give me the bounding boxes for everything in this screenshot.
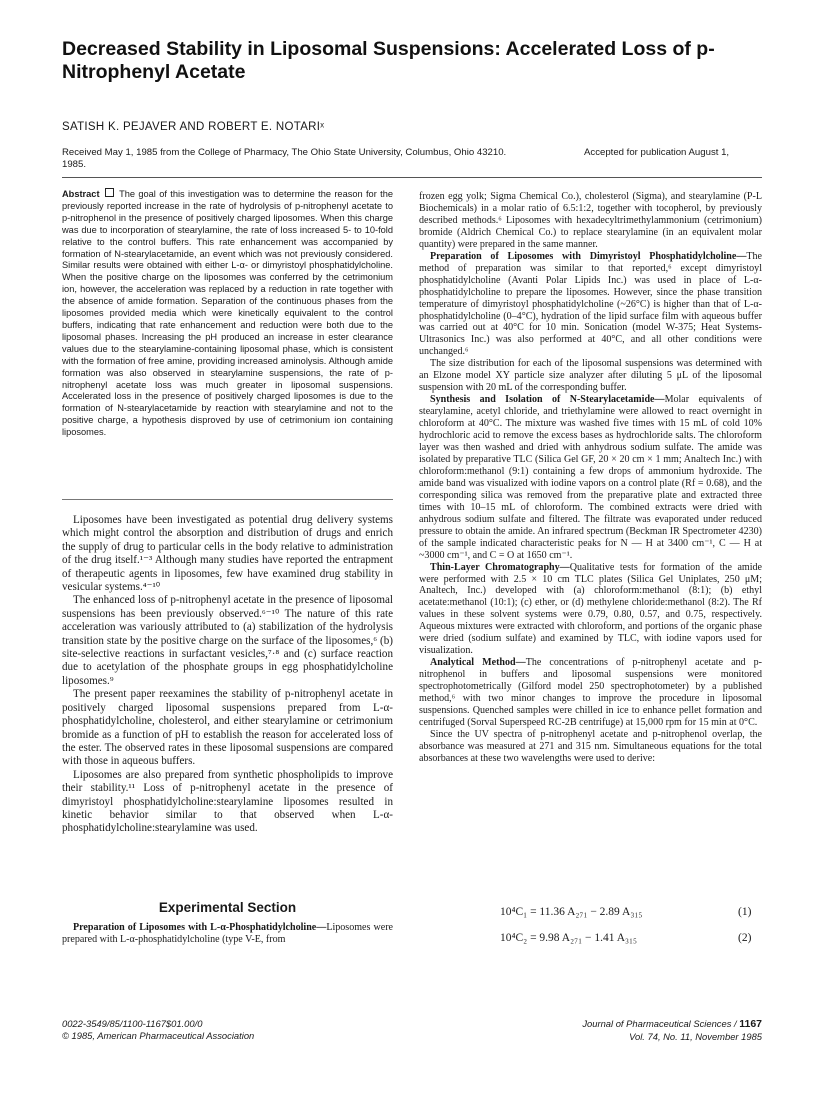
abstract-text: The goal of this investigation was to determine the reason for the previously reported increase in the rate of hydrolysis of p-nitrophenyl acetate to p-nitrophenol in the presence of positively charged liposomes. When this charge was due to incorporation of stearylamine, the rate of loss increased 5- to 10-fold relative to the control buffers. This rate enhancement was accompanied by formation of N-stearylacetamide, an event which was not previously considered. Similar results were obtained with either L-α- or dimyristoyl phosphatidylcholine. When the positive charge on the liposomes was conferred by the cetrimonium ion, however, the acceleration was replaced by a reduction in rate together with the absence of amide formation. Separation of the continuous phases from the liposomes provided media which were kinetically equivalent to the control buffers, indicating that rate enhancement and reduction were both due to the liposomal phases. Increasing the pH produced an increase in ester clearance values due to the stearylamine-containing liposomal phase, which is consistent with the formation of free amine, providing increased aminolysis. Although amide formation was also observed in stearylamine suspensions, the rate of p-nitrophenyl acetate loss was much greater in liposomal suspensions. Accelerated loss in the presence of positively charged liposomes is due to the formation of N-stearylacetamide by reaction with stearylamine and not to the positive charge, a hypothesis disproved by use of cetrimonium ion containing liposomes. [62,189,393,438]
footer-right [530,1018,762,1042]
methods-paragraph: The size distribution for each of the liposomal suspensions was determined with an Elzone model XY particle size analyzer after diluting 5 μL of the liposomal suspension with 20 mL of the corresponding buffer. [419,358,762,394]
journal-name: Journal of Pharmaceutical Sciences / [582,1018,737,1029]
intro-paragraph: The present paper reexamines the stability of p-nitrophenyl acetate in positively charged liposomal suspensions prepared from L-α-phosphatidylcholine, cholesterol, and either stearylamine or cetrimonium bromide as a function of pH to establish the reason for accelerated loss of the ester. The observed rates in these liposomal suspensions are compared with those in aqueous buffers. [62,688,393,768]
subsection-head: Preparation of Liposomes with L-α-Phosphatidylcholine— [73,922,327,933]
subsection-head: Thin-Layer Chromatography— [430,561,570,573]
received-tail: 1985. [62,159,87,170]
experimental-heading: Experimental Section [158,900,297,915]
intro-paragraph: The enhanced loss of p-nitrophenyl acetate in the presence of liposomal suspensions has been previously observed.⁶⁻¹⁰ The nature of this rate acceleration was variously attributed to (a) stabilization of the hydrolysis transition state by the positive charge on the surface of the liposomes,⁶ (b) site-selective reactions in surfactant vesicles,⁷·⁸ and (c) surface reaction due to acetylation of the phosphate groups in egg phosphatidylcholine liposomes.⁹ [62,594,393,687]
article-title: Decreased Stability in Liposomal Suspensions: Accelerated Loss of p-Nitrophenyl Acetate [62,38,715,83]
issn-code: 0022-3549/85/1100-1167$01.00/0 [62,1018,203,1029]
volume-line: Vol. 74, No. 11, November 1985 [629,1030,762,1042]
subsection-head: Preparation of Liposomes with Dimyristoyl Phosphatidylcholine— [430,250,747,262]
equation-2-number: (2) [738,932,752,944]
methods-paragraph: Since the UV spectra of p-nitrophenyl acetate and p-nitrophenol overlap, the absorbance was measured at 271 and 315 nm. Simultaneous equations for the total absorbances at these two wavelengths were used to derive: [419,728,762,764]
received-note [62,147,622,171]
experimental-intro [62,922,393,946]
methods-column [419,191,762,765]
methods-paragraph: frozen egg yolk; Sigma Chemical Co.), cholesterol (Sigma), and stearylamine (P-L Biochemicals) in a molar ratio of 6.5:1:2, together with tocopherol, by previously described methods.⁶ Liposomes with hexadecyltrimethylammonium (cetrimonium) bromide (Aldrich Chemical Co.) to replace stearylamine (in an equivalent molar quantity) were prepared in the same manner. [419,191,762,250]
intro-paragraph: Liposomes have been investigated as potential drug delivery systems which might control the absorption and distribution of drugs and enrich the supply of drug to particular cells in the body relative to administration of the drug itself.¹⁻³ Although many studies have reported the entrapment of therapeutic agents in liposomes, few have examined drug stability in vesicular systems.⁴⁻¹⁰ [62,514,393,594]
accepted-note: Accepted for publication August 1, [584,147,730,158]
author-line: SATISH K. PEJAVER AND ROBERT E. NOTARIˣ [62,121,325,133]
subsection-text: Liposomes were prepared with L-α-phosphatidylcholine (type V-E, from [62,922,394,946]
equation-2: 10⁴C₂ = 9.98 A₂₇₁ − 1.41 A₃₁₅ [500,932,638,944]
methods-paragraph: Synthesis and Isolation of N-Stearylacetamide—Molar equivalents of stearylamine, acetyl chloride, and triethylamine were allowed to react overnight in chloroform at 40°C. The mixture was washed five times with 15 mL of cold 10% hydrochloric acid to remove the excess bases as hydrochloride salts. The chloroform layer was then washed and dried with anhydrous sodium sulfate. The amide was isolated by preparative TLC (Silica Gel GF, 20 × 20 cm × 1 mm; Analtech Inc.) with chloroform:methanol (9:1) containing a few drops of ammonium hydroxide. The amide band was visualized with iodine vapors on a control plate (Rf = 0.68), and the corresponding silica was removed from the preparative plate and extracted three times with 10–15 mL of chloroform. The combined extracts were dried with anhydrous sodium sulfate and filtered. The filtrate was evaporated under reduced pressure to obtain the amide. An infrared spectrum (Beckman IR Spectrometer 4230) of the sample indicated characteristic peaks for N — H at 3400 cm⁻¹, C — H at ~3000 cm⁻¹, and C = O at 1650 cm⁻¹. [419,394,762,561]
abstract-divider [62,499,393,500]
equation-1: 10⁴C₁ = 11.36 A₂₇₁ − 2.89 A₃₁₅ [500,906,643,918]
subsection-head: Analytical Method— [430,657,526,669]
methods-paragraph: Thin-Layer Chromatography—Qualitative tests for formation of the amide were performed with 2.5 × 10 cm TLC plates (Silica Gel Uniplates, 250 μM; Analtech, Inc.) developed with (a) chloroform:methanol (8:1); (b) ethyl acetate:methanol (10:1); (c) ether, or (d) methylene chloride:methanol (8:2). The Rf values in these solvent systems were 0.79, 0.80, 0.57, and 0.75, respectively. Aqueous mixtures were extracted with chloroform, and portions of the organic phase were dried (sodium sulfate) and examined by TLC, with iodine vapors used for visualization. [419,561,762,657]
footer-left [62,1018,254,1041]
abstract-block [62,188,393,439]
intro-paragraph: Liposomes are also prepared from synthetic phospholipids to improve their stability.¹¹ Loss of p-nitrophenyl acetate in the presence of dimyristoyl phosphatidylcholine:stearylamine liposomes resulted in kinetic behavior similar to that observed when L-α-phosphatidylcholine:stearylamine was used. [62,768,393,835]
page-number: 1167 [739,1018,762,1030]
methods-paragraph: Analytical Method—The concentrations of p-nitrophenyl acetate and p-nitrophenol in buffers and liposomal suspensions were monitored spectrophotometrically (Gilford model 250 spectrophotometer) by a published method,⁶ with two minor changes to improve the procedure in liposomal suspensions. Quenched samples were chilled in ice to enhance pellet formation and centrifuged (Sorval Superspeed RC-2B centrifuge) at 15,000 rpm for 15 min at 0°C. [419,657,763,728]
abstract-label: Abstract [62,189,100,199]
open-square-icon [105,188,114,197]
subsection-head: Synthesis and Isolation of N-Stearylacetamide— [430,394,665,406]
equation-1-number: (1) [738,906,752,918]
copyright-line: © 1985, American Pharmaceutical Association [62,1029,255,1041]
received-text: Received May 1, 1985 from the College of Pharmacy, The Ohio State University, Columbus, Ohio 43210. [62,147,507,158]
introduction [62,514,393,836]
header-divider [62,177,762,178]
methods-paragraph: Preparation of Liposomes with Dimyristoyl Phosphatidylcholine—The method of preparation was similar to that reported,⁶ except dimyristoyl phosphatidylcholine (Avanti Polar Lipids Inc.) was used in place of L-α-phosphatidylcholine to prepare the liposomes. However, since the phase transition temperature of dimyristoyl phosphatidylcholine (~26°C) is higher than that of L-α-phosphatidylcholine (0–4°C), hydration of the lipid surface film with aqueous buffer was carried out at 40°C for 10 min. Sonication (model W-375; Heat Systems-Ultrasonics Inc.) was also performed at 40°C, and all other conditions were unchanged.⁶ [419,250,762,358]
